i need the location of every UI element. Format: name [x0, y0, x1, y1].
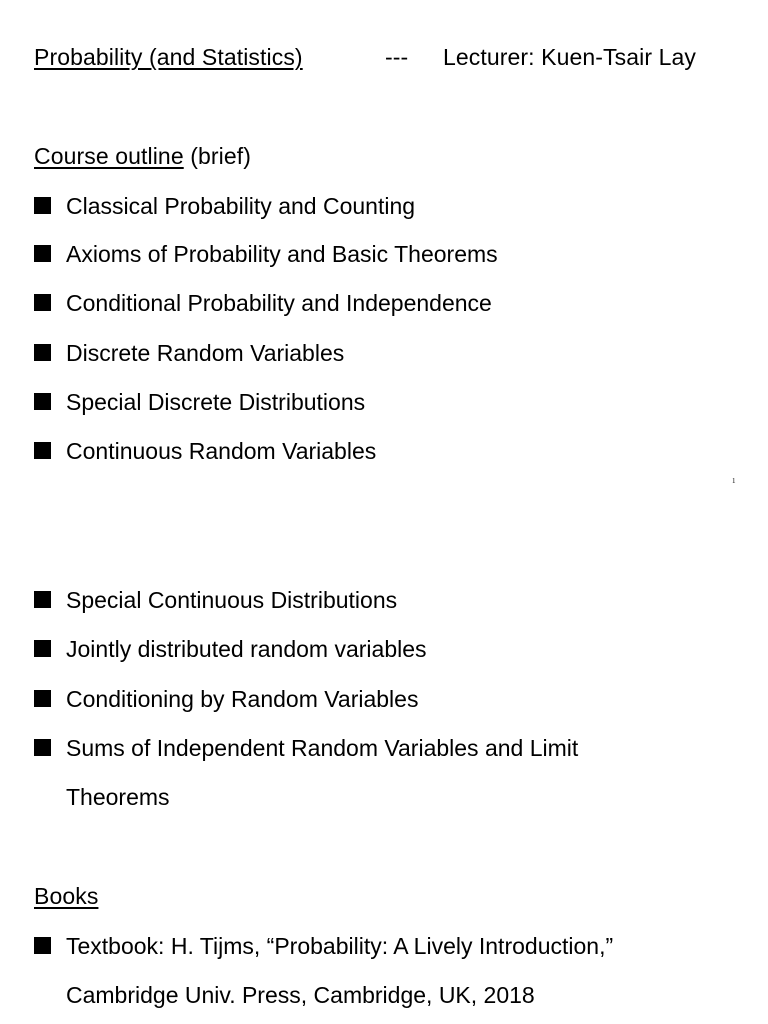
list-item: [34, 930, 613, 962]
list-item: [34, 238, 498, 270]
outline-heading-suffix: (brief): [183, 143, 251, 169]
page-2: [0, 520, 768, 1024]
list-item: [34, 386, 365, 418]
title-separator: ---: [385, 44, 409, 70]
list-item: [34, 435, 376, 467]
list-item-label: Axioms of Probability and Basic Theorems: [66, 241, 498, 267]
list-item: [34, 584, 397, 616]
square-bullet-icon: [34, 393, 51, 410]
list-item: [34, 633, 427, 665]
list-item-label: Textbook: H. Tijms, “Probability: A Lively Introduction,”: [66, 933, 614, 959]
list-item-label: Conditional Probability and Independence: [66, 290, 492, 316]
list-item: [34, 337, 344, 369]
list-item-label: Discrete Random Variables: [66, 340, 345, 366]
list-item-label: Jointly distributed random variables: [66, 636, 427, 662]
list-item: [34, 190, 415, 222]
books-heading: [34, 880, 98, 912]
course-title: Probability (and Statistics): [34, 44, 303, 70]
page-number: 1: [732, 477, 736, 485]
list-item: [34, 732, 578, 764]
list-item-label: Special Discrete Distributions: [66, 389, 366, 415]
list-item-label: Continuous Random Variables: [66, 438, 377, 464]
list-item: [34, 287, 492, 319]
square-bullet-icon: [34, 640, 51, 657]
square-bullet-icon: [34, 197, 51, 214]
list-item-label: Sums of Independent Random Variables and Limit: [66, 735, 579, 761]
books-heading-label: Books: [34, 883, 99, 909]
square-bullet-icon: [34, 690, 51, 707]
outline-heading-label: Course outline: [34, 143, 184, 169]
square-bullet-icon: [34, 245, 51, 262]
square-bullet-icon: [34, 739, 51, 756]
list-item: [34, 683, 418, 715]
list-item-label: Special Continuous Distributions: [66, 587, 398, 613]
list-item-continuation: Cambridge Univ. Press, Cambridge, UK, 2018: [66, 982, 535, 1008]
page-1: [0, 0, 768, 500]
list-item-continuation: Theorems: [66, 784, 170, 810]
square-bullet-icon: [34, 344, 51, 361]
square-bullet-icon: [34, 294, 51, 311]
square-bullet-icon: [34, 442, 51, 459]
outline-heading: [34, 140, 251, 172]
title-line: [34, 41, 303, 73]
square-bullet-icon: [34, 591, 51, 608]
lecturer-name: Lecturer: Kuen-Tsair Lay: [443, 44, 696, 70]
square-bullet-icon: [34, 937, 51, 954]
list-item-label: Conditioning by Random Variables: [66, 686, 419, 712]
list-item-label: Classical Probability and Counting: [66, 193, 416, 219]
